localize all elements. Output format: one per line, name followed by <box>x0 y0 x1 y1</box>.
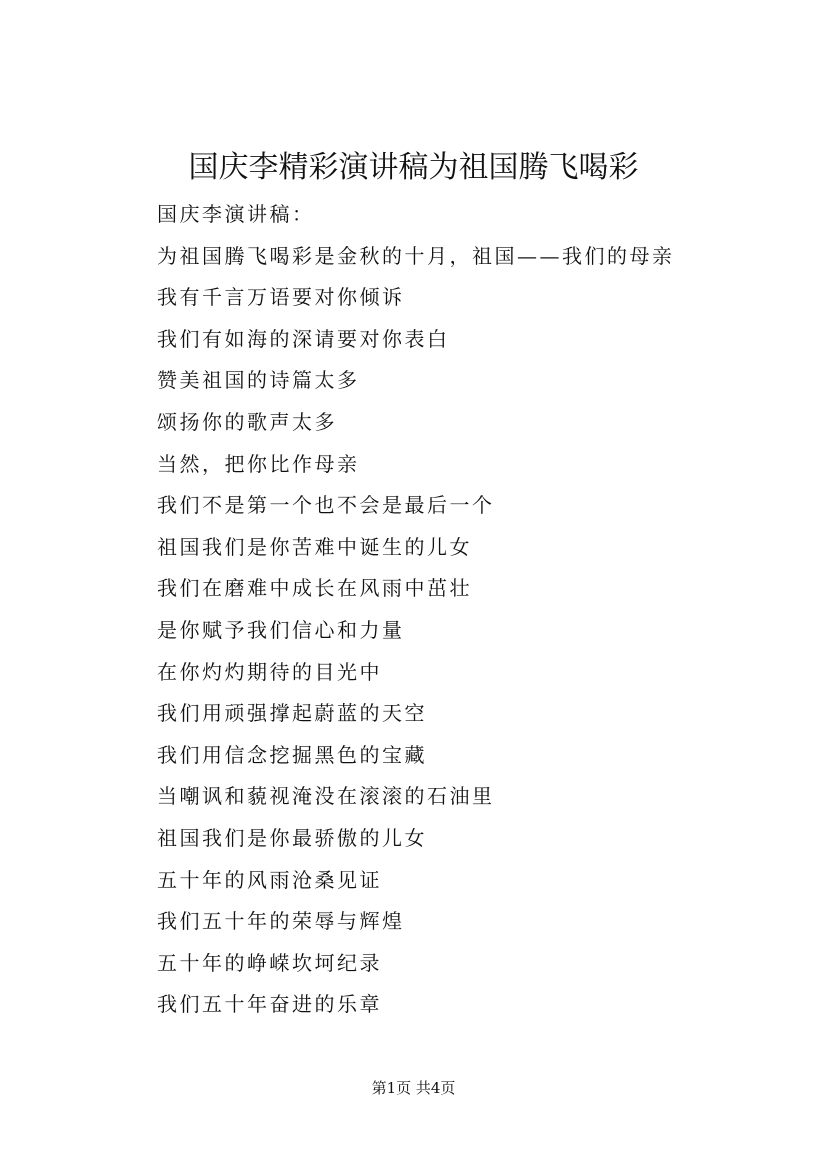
body-line: 我们用顽强撑起蔚蓝的天空 <box>157 701 427 726</box>
body-line: 在你灼灼期待的目光中 <box>157 659 382 684</box>
body-line: 我们五十年奋进的乐章 <box>157 992 382 1017</box>
body-line: 是你赋予我们信心和力量 <box>157 617 405 642</box>
body-line: 当嘲讽和藐视淹没在滚滚的石油里 <box>157 784 495 809</box>
page-number-label: 第1页 共4页 <box>371 1079 456 1097</box>
body-line: 五十年的峥嵘坎坷纪录 <box>157 950 382 975</box>
body-line: 祖国我们是你苦难中诞生的儿女 <box>157 534 472 559</box>
body-line: 我有千言万语要对你倾诉 <box>157 285 405 310</box>
body-line: 五十年的风雨沧桑见证 <box>157 867 382 892</box>
body-line: 赞美祖国的诗篇太多 <box>157 368 360 393</box>
body-line: 我们有如海的深请要对你表白 <box>157 326 450 351</box>
body-line: 祖国我们是你最骄傲的儿女 <box>157 825 427 850</box>
body-line: 我们在磨难中成长在风雨中茁壮 <box>157 576 472 601</box>
body-line: 我们五十年的荣辱与辉煌 <box>157 909 405 934</box>
page-footer <box>0 1076 827 1100</box>
document-body <box>157 194 777 1026</box>
body-line: 我们用信念挖掘黑色的宝藏 <box>157 742 427 767</box>
body-line: 颂扬你的歌声太多 <box>157 409 337 434</box>
body-line: 为祖国腾飞喝彩是金秋的十月，祖国——我们的母亲 <box>157 243 675 268</box>
document-title: 国庆李精彩演讲稿为祖国腾飞喝彩 <box>188 150 639 185</box>
body-line: 国庆李演讲稿： <box>157 202 315 226</box>
body-line: 当然，把你比作母亲 <box>157 451 360 476</box>
body-line: 我们不是第一个也不会是最后一个 <box>157 493 495 518</box>
